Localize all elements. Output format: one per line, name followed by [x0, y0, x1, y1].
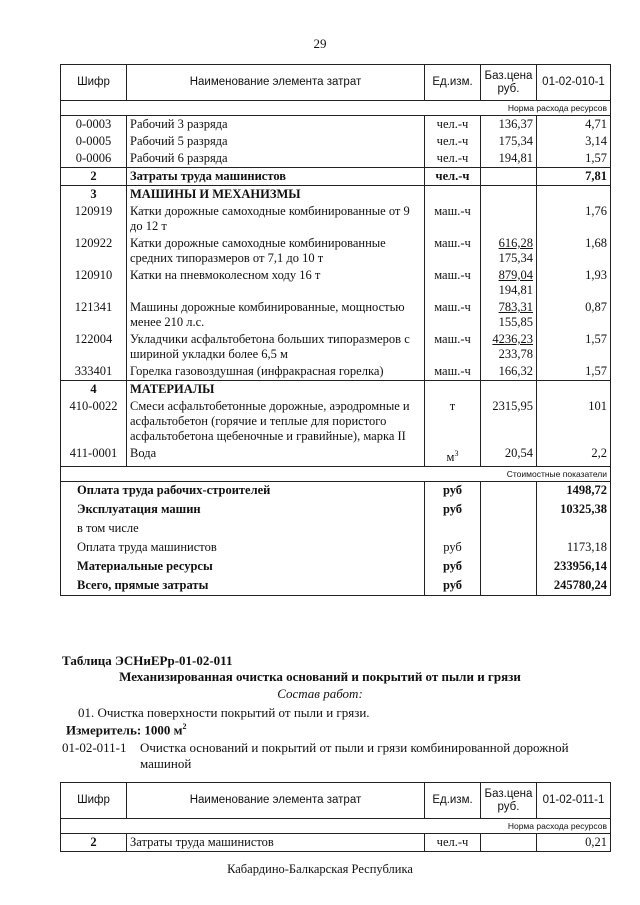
unit-text: м	[446, 450, 455, 465]
measure-text: Измеритель: 1000 м	[66, 722, 183, 738]
row-value	[537, 381, 611, 399]
header-table-code: 01-02-010-1	[537, 65, 611, 101]
table-row	[61, 186, 611, 204]
page-number: 29	[313, 36, 327, 51]
row-name: МАТЕРИАЛЫ	[127, 381, 425, 399]
row-code: 120910	[61, 267, 127, 299]
total-value: 245780,24	[537, 576, 611, 596]
resource-table-2	[60, 782, 611, 852]
row-price	[481, 168, 537, 186]
header-code: Шифр	[61, 783, 127, 819]
row-value: 0,87	[537, 299, 611, 331]
row-unit	[425, 267, 481, 299]
norm-label-row	[61, 101, 611, 116]
row-value: 101	[537, 398, 611, 445]
total-row	[61, 519, 611, 538]
unit-text: чел.-ч	[436, 151, 469, 165]
total-empty	[481, 538, 537, 557]
row-name: Рабочий 5 разряда	[127, 133, 425, 150]
price-value: 879,04	[498, 268, 533, 282]
item-description: Очистка оснований и покрытий от пыли и грязи комбинированной дорожной машиной	[140, 740, 569, 771]
unit-text: маш.-ч	[434, 204, 471, 218]
table-header-row	[61, 65, 611, 101]
price-value: 166,32	[498, 364, 533, 378]
price-value: 136,37	[498, 117, 533, 131]
row-value: 4,71	[537, 116, 611, 134]
row-value: 1,57	[537, 150, 611, 168]
table-row	[61, 363, 611, 381]
unit-text: маш.-ч	[434, 268, 471, 282]
composition-label: Состав работ:	[277, 686, 363, 701]
row-code: 2	[61, 168, 127, 186]
row-name: Смеси асфальтобетонные дорожные, аэродромные и асфальтобетон (горячие и теплые для пористого асфальтобетона щебеночные и гравийные), марка II	[127, 398, 425, 445]
row-name: Затраты труда машинистов	[127, 168, 425, 186]
row-price	[481, 186, 537, 204]
table-row	[61, 168, 611, 186]
header-name: Наименование элемента затрат	[127, 783, 425, 819]
row-unit	[425, 150, 481, 168]
table-row	[61, 235, 611, 267]
row-unit	[425, 445, 481, 467]
section-heading: Механизированная очистка оснований и покрытий от пыли и грязи	[119, 669, 521, 684]
total-unit: руб	[425, 576, 481, 596]
total-name: Оплата труда машинистов	[61, 538, 425, 557]
row-price	[481, 381, 537, 399]
item-code: 01-02-011-1	[62, 740, 127, 755]
row-value: 7,81	[537, 168, 611, 186]
row-unit: чел.-ч	[425, 834, 481, 852]
price-value: 616,28	[498, 236, 533, 250]
row-code: 120922	[61, 235, 127, 267]
header-table-code: 01-02-011-1	[537, 783, 611, 819]
header-unit: Ед.изм.	[425, 65, 481, 101]
table-row	[61, 116, 611, 134]
unit-sup: 3	[454, 449, 459, 458]
row-name: Рабочий 6 разряда	[127, 150, 425, 168]
total-name: в том числе	[61, 519, 425, 538]
table-row	[61, 299, 611, 331]
total-empty	[481, 557, 537, 576]
cost-totals-table	[60, 481, 611, 596]
unit-text: маш.-ч	[434, 236, 471, 250]
row-price	[481, 834, 537, 852]
row-value	[537, 186, 611, 204]
unit-text: чел.-ч	[435, 169, 470, 183]
row-name: Вода	[127, 445, 425, 467]
row-unit	[425, 203, 481, 235]
table-header-row	[61, 783, 611, 819]
unit-text: чел.-ч	[436, 117, 469, 131]
row-value: 1,76	[537, 203, 611, 235]
price-secondary: 175,34	[498, 251, 533, 265]
table-row	[61, 150, 611, 168]
row-price	[481, 299, 537, 331]
unit-text: т	[449, 399, 456, 413]
total-row	[61, 538, 611, 557]
total-row	[61, 557, 611, 576]
total-unit: руб	[425, 481, 481, 500]
total-unit: руб	[425, 538, 481, 557]
row-unit	[425, 398, 481, 445]
row-name: Укладчики асфальтобетона больших типоразмеров с шириной укладки более 6,5 м	[127, 331, 425, 363]
total-empty	[481, 500, 537, 519]
header-name: Наименование элемента затрат	[127, 65, 425, 101]
total-name: Всего, прямые затраты	[61, 576, 425, 596]
row-price	[481, 116, 537, 134]
row-name: Катки на пневмоколесном ходу 16 т	[127, 267, 425, 299]
row-code: 122004	[61, 331, 127, 363]
unit-text: маш.-ч	[434, 300, 471, 314]
row-value: 3,14	[537, 133, 611, 150]
row-price	[481, 445, 537, 467]
total-name: Материальные ресурсы	[61, 557, 425, 576]
row-name: Горелка газовоздушная (инфракрасная горелка)	[127, 363, 425, 381]
row-price	[481, 150, 537, 168]
total-row	[61, 481, 611, 500]
unit-text: чел.-ч	[436, 134, 469, 148]
cost-label: Стоимостные показатели	[61, 467, 611, 482]
table-title: Таблица ЭСНиЕРр-01-02-011	[62, 653, 233, 668]
row-unit	[425, 299, 481, 331]
cost-label-row	[61, 467, 611, 482]
row-code: 0-0005	[61, 133, 127, 150]
total-name: Эксплуатация машин	[61, 500, 425, 519]
table-row	[61, 331, 611, 363]
row-name: Катки дорожные самоходные комбинированные от 9 до 12 т	[127, 203, 425, 235]
total-empty	[481, 481, 537, 500]
row-value: 1,68	[537, 235, 611, 267]
total-empty	[481, 576, 537, 596]
table-row	[61, 398, 611, 445]
table-row	[61, 445, 611, 467]
total-value: 1173,18	[537, 538, 611, 557]
row-unit	[425, 235, 481, 267]
row-name: Машины дорожные комбинированные, мощностью менее 210 л.с.	[127, 299, 425, 331]
total-unit: руб	[425, 500, 481, 519]
row-code: 4	[61, 381, 127, 399]
total-row	[61, 500, 611, 519]
row-price	[481, 235, 537, 267]
price-secondary: 194,81	[498, 283, 533, 297]
price-value: 2315,95	[492, 399, 533, 413]
total-value: 1498,72	[537, 481, 611, 500]
total-name: Оплата труда рабочих-строителей	[61, 481, 425, 500]
row-code: 410-0022	[61, 398, 127, 445]
row-value: 1,93	[537, 267, 611, 299]
row-price	[481, 203, 537, 235]
row-code: 0-0006	[61, 150, 127, 168]
row-price	[481, 267, 537, 299]
price-value: 20,54	[504, 446, 533, 460]
row-code: 121341	[61, 299, 127, 331]
header-unit: Ед.изм.	[425, 783, 481, 819]
row-code: 411-0001	[61, 445, 127, 467]
total-value: 233956,14	[537, 557, 611, 576]
row-unit	[425, 381, 481, 399]
row-value: 2,2	[537, 445, 611, 467]
table-row	[61, 133, 611, 150]
row-code: 2	[61, 834, 127, 852]
price-value: 783,31	[498, 300, 533, 314]
row-code: 3	[61, 186, 127, 204]
total-unit: руб	[425, 557, 481, 576]
table-row	[61, 267, 611, 299]
row-unit	[425, 363, 481, 381]
row-unit	[425, 186, 481, 204]
row-name: Затраты труда машинистов	[127, 834, 425, 852]
row-name: Рабочий 3 разряда	[127, 116, 425, 134]
resource-table-1	[60, 64, 611, 482]
header-price: Баз.цена руб.	[481, 783, 537, 819]
header-code: Шифр	[61, 65, 127, 101]
row-price	[481, 331, 537, 363]
table-row	[61, 203, 611, 235]
row-code: 120919	[61, 203, 127, 235]
price-secondary: 233,78	[498, 347, 533, 361]
row-price	[481, 363, 537, 381]
row-unit	[425, 331, 481, 363]
row-price	[481, 133, 537, 150]
header-price: Баз.цена руб.	[481, 65, 537, 101]
measure-sup: 2	[182, 722, 187, 731]
norm-label: Норма расхода ресурсов	[61, 819, 611, 834]
price-secondary: 155,85	[498, 315, 533, 329]
row-code: 0-0003	[61, 116, 127, 134]
work-item: 01. Очистка поверхности покрытий от пыли и грязи.	[78, 705, 370, 720]
measure-label	[66, 722, 187, 738]
total-empty	[481, 519, 537, 538]
row-unit	[425, 116, 481, 134]
table-row	[61, 381, 611, 399]
unit-text: маш.-ч	[434, 332, 471, 346]
norm-label: Норма расхода ресурсов	[61, 101, 611, 116]
total-unit	[425, 519, 481, 538]
total-row	[61, 576, 611, 596]
row-unit	[425, 133, 481, 150]
row-value: 0,21	[537, 834, 611, 852]
price-value: 4236,23	[492, 332, 533, 346]
unit-text: маш.-ч	[434, 364, 471, 378]
price-value: 194,81	[498, 151, 533, 165]
row-code: 333401	[61, 363, 127, 381]
row-unit	[425, 168, 481, 186]
price-value: 175,34	[498, 134, 533, 148]
row-value: 1,57	[537, 331, 611, 363]
total-value: 10325,38	[537, 500, 611, 519]
table-row	[61, 834, 611, 852]
total-value	[537, 519, 611, 538]
row-value: 1,57	[537, 363, 611, 381]
page-footer: Кабардино-Балкарская Республика	[227, 862, 413, 876]
row-name: Катки дорожные самоходные комбинированные средних типоразмеров от 7,1 до 10 т	[127, 235, 425, 267]
norm-label-row	[61, 819, 611, 834]
row-price	[481, 398, 537, 445]
row-name: МАШИНЫ И МЕХАНИЗМЫ	[127, 186, 425, 204]
